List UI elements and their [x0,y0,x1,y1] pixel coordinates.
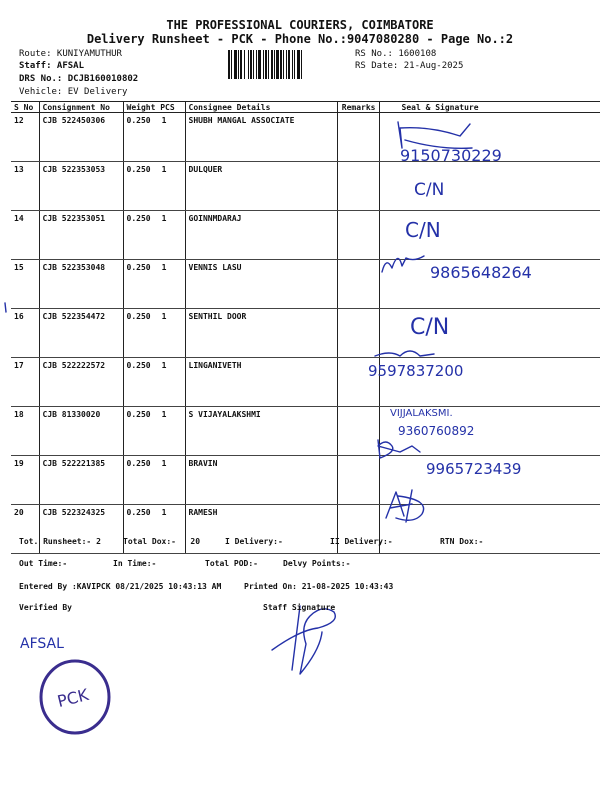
vehicle-label: Vehicle: EV Delivery [19,87,128,97]
stamp-text: PCK [55,685,91,712]
row-consignee: RAMESH [185,505,337,554]
verified-by-label: Verified By [19,603,72,612]
row-sno: 13 [11,162,39,211]
row-pcs: 1 [161,116,167,125]
rs-number: RS No.: 1600108 [355,49,437,59]
row-weight: 0.250 [126,214,151,223]
row-weight: 0.250 [126,361,151,370]
row-pcs: 1 [161,410,167,419]
total-dox: Total Dox:- 20 [123,537,201,546]
row-pcs: 1 [161,165,167,174]
ii-delivery: II Delivery:- [330,537,393,546]
row-consignment: CJB 522324325 [39,505,123,554]
row-pcs: 1 [161,361,167,370]
col-header-sno: S No [11,102,39,113]
staff-label: Staff: AFSAL [19,61,85,71]
handwritten-phone-row-18: 9360760892 [398,424,475,438]
row-pcs: 1 [161,312,167,321]
row-sno: 15 [11,260,39,309]
col-header-consignee: Consignee Details [185,102,337,113]
row-consignment: CJB 522222572 [39,358,123,407]
row-consignee: GOINNMDARAJ [185,211,337,260]
row-weight: 0.250 [126,410,151,419]
row-weight: 0.250 [126,459,151,468]
col-header-seal: Seal & Signature [379,102,600,113]
runsheet-subtitle: Delivery Runsheet - PCK - Phone No.:9047080280 - Page No.:2 [86,32,514,46]
handwritten-phone-row-19: 9965723439 [426,460,522,478]
col-header-weight-pcs: Weight PCS [123,102,185,113]
handwritten-note-row-13: C/N [414,180,445,200]
total-runsheet: Tot. Runsheet:- 2 [19,537,101,546]
row-sno: 12 [11,113,39,162]
row-sno: 19 [11,456,39,505]
drs-number: DRS No.: DCJB160010802 [19,74,139,84]
row-weight: 0.250 [126,508,151,517]
row-sno: 14 [11,211,39,260]
row-consignment: CJB 522353053 [39,162,123,211]
verifier-handwritten-name: AFSAL [20,636,64,652]
total-pod: Total POD:- [205,559,258,568]
rtn-dox: RTN Dox:- [440,537,484,546]
row-sno: 18 [11,407,39,456]
row-weight: 0.250 [126,165,151,174]
row-consignment: CJB 522353051 [39,211,123,260]
signature-row-17 [375,351,434,356]
handwritten-phone-row-17: 9597837200 [368,362,464,380]
signature-row-19 [378,440,420,458]
row-sno: 16 [11,309,39,358]
row-sno: 20 [11,505,39,554]
row-pcs: 1 [161,459,167,468]
row-consignee: BRAVIN [185,456,337,505]
row-weight: 0.250 [126,116,151,125]
margin-mark [5,303,6,312]
row-weight: 0.250 [126,312,151,321]
signature-row-20 [386,490,424,522]
delvy-points: Delvy Points:- [283,559,351,568]
row-consignment: CJB 522221385 [39,456,123,505]
handwritten-phone-row-12: 9150730229 [400,146,502,165]
handwritten-phone-row-15: 9865648264 [430,263,532,282]
handwritten-note-row-16: C/N [410,315,450,340]
row-consignee: SHUBH MANGAL ASSOCIATE [185,113,337,162]
rs-date: RS Date: 21-Aug-2025 [355,61,464,71]
signature-row-12 [398,122,472,148]
row-consignee: VENNIS LASU [185,260,337,309]
out-time: Out Time:- [19,559,68,568]
row-consignment: CJB 522354472 [39,309,123,358]
company-title: THE PROFESSIONAL COURIERS, COIMBATORE [166,18,434,32]
route-label: Route: KUNIYAMUTHUR [19,49,122,59]
entered-by: Entered By :KAVIPCK 08/21/2025 10:43:13 AM [19,582,222,591]
row-sno: 17 [11,358,39,407]
col-header-remarks: Remarks [337,102,379,113]
signature-row-15 [382,256,424,272]
row-consignee: DULQUER [185,162,337,211]
row-pcs: 1 [161,214,167,223]
in-time: In Time:- [113,559,157,568]
row-consignee: SENTHIL DOOR [185,309,337,358]
col-header-consignment: Consignment No [39,102,123,113]
row-consignee: S VIJAYALAKSHMI [185,407,337,456]
handwritten-note-row-14: C/N [405,218,441,242]
row-consignee: LINGANIVETH [185,358,337,407]
row-pcs: 1 [161,263,167,272]
handwritten-name-row-18: VIJJALAKSMI. [390,408,453,419]
row-weight: 0.250 [126,263,151,272]
row-pcs: 1 [161,508,167,517]
printed-on: Printed On: 21-08-2025 10:43:43 [244,582,394,591]
row-consignment: CJB 81330020 [39,407,123,456]
row-consignment: CJB 522450306 [39,113,123,162]
staff-signature-label: Staff Signature [263,603,336,612]
staff-signature [272,606,335,674]
i-delivery: I Delivery:- [225,537,283,546]
row-consignment: CJB 522353048 [39,260,123,309]
